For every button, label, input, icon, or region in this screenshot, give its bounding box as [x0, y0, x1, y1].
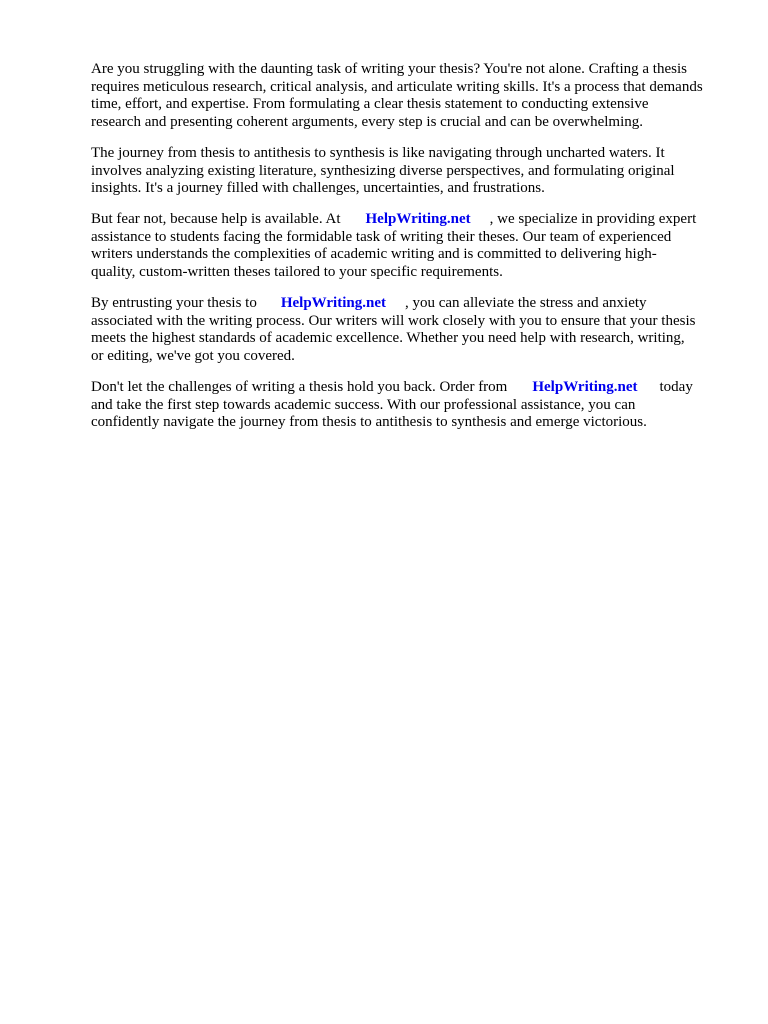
- text-line: writers understands the complexities of academic writing and is committed to delivering high-: [91, 246, 657, 263]
- text-line: confidently navigate the journey from thesis to antithesis to synthesis and emerge victorious.: [91, 414, 647, 431]
- text-line: time, effort, and expertise. From formulating a clear thesis statement to conducting extensive: [91, 96, 649, 113]
- text-line: The journey from thesis to antithesis to synthesis is like navigating through uncharted waters. It: [91, 145, 665, 161]
- text-line: Are you struggling with the daunting task of writing your thesis? You're not alone. Crafting a thesis: [91, 61, 687, 77]
- text-line: requires meticulous research, critical analysis, and articulate writing skills. It's a process that demands: [91, 78, 703, 95]
- line-text-after-link: today: [659, 379, 693, 395]
- paragraph-order: [91, 379, 693, 432]
- text-line: involves analyzing existing literature, synthesizing diverse perspectives, and formulating original: [91, 162, 675, 179]
- helpwriting-link[interactable]: HelpWriting.net: [280, 295, 386, 311]
- line-text-before-link: By entrusting your thesis to: [91, 295, 257, 311]
- text-line: and take the first step towards academic success. With our professional assistance, you can: [91, 396, 636, 413]
- line-text-after-link: , you can alleviate the stress and anxiety: [404, 295, 647, 311]
- text-line: or editing, we've got you covered.: [91, 347, 295, 364]
- paragraph-entrust: [91, 295, 695, 365]
- paragraph-intro: [91, 61, 703, 131]
- line-text-after-link: , we specialize in providing expert: [489, 211, 697, 227]
- text-line: research and presenting coherent arguments, every step is crucial and can be overwhelming.: [91, 113, 644, 130]
- line-text-before-link: But fear not, because help is available. At: [91, 211, 341, 227]
- helpwriting-link[interactable]: HelpWriting.net: [532, 379, 638, 395]
- text-line: associated with the writing process. Our writers will work closely with you to ensure that your thesis: [91, 312, 696, 329]
- text-line: insights. It's a journey filled with challenges, uncertainties, and frustrations.: [91, 180, 545, 197]
- text-line: quality, custom-written theses tailored to your specific requirements.: [91, 263, 503, 280]
- text-line-with-link: [91, 379, 693, 397]
- text-line: meets the highest standards of academic excellence. Whether you need help with research, writing,: [91, 330, 685, 347]
- text-line-with-link: [91, 211, 696, 229]
- paragraph-journey: [91, 145, 675, 198]
- helpwriting-link[interactable]: HelpWriting.net: [365, 211, 471, 227]
- text-line-with-link: [91, 295, 695, 313]
- text-line: assistance to students facing the formidable task of writing their theses. Our team of experienced: [91, 228, 672, 245]
- paragraph-help: [91, 211, 696, 281]
- line-text-before-link: Don't let the challenges of writing a thesis hold you back. Order from: [91, 379, 508, 395]
